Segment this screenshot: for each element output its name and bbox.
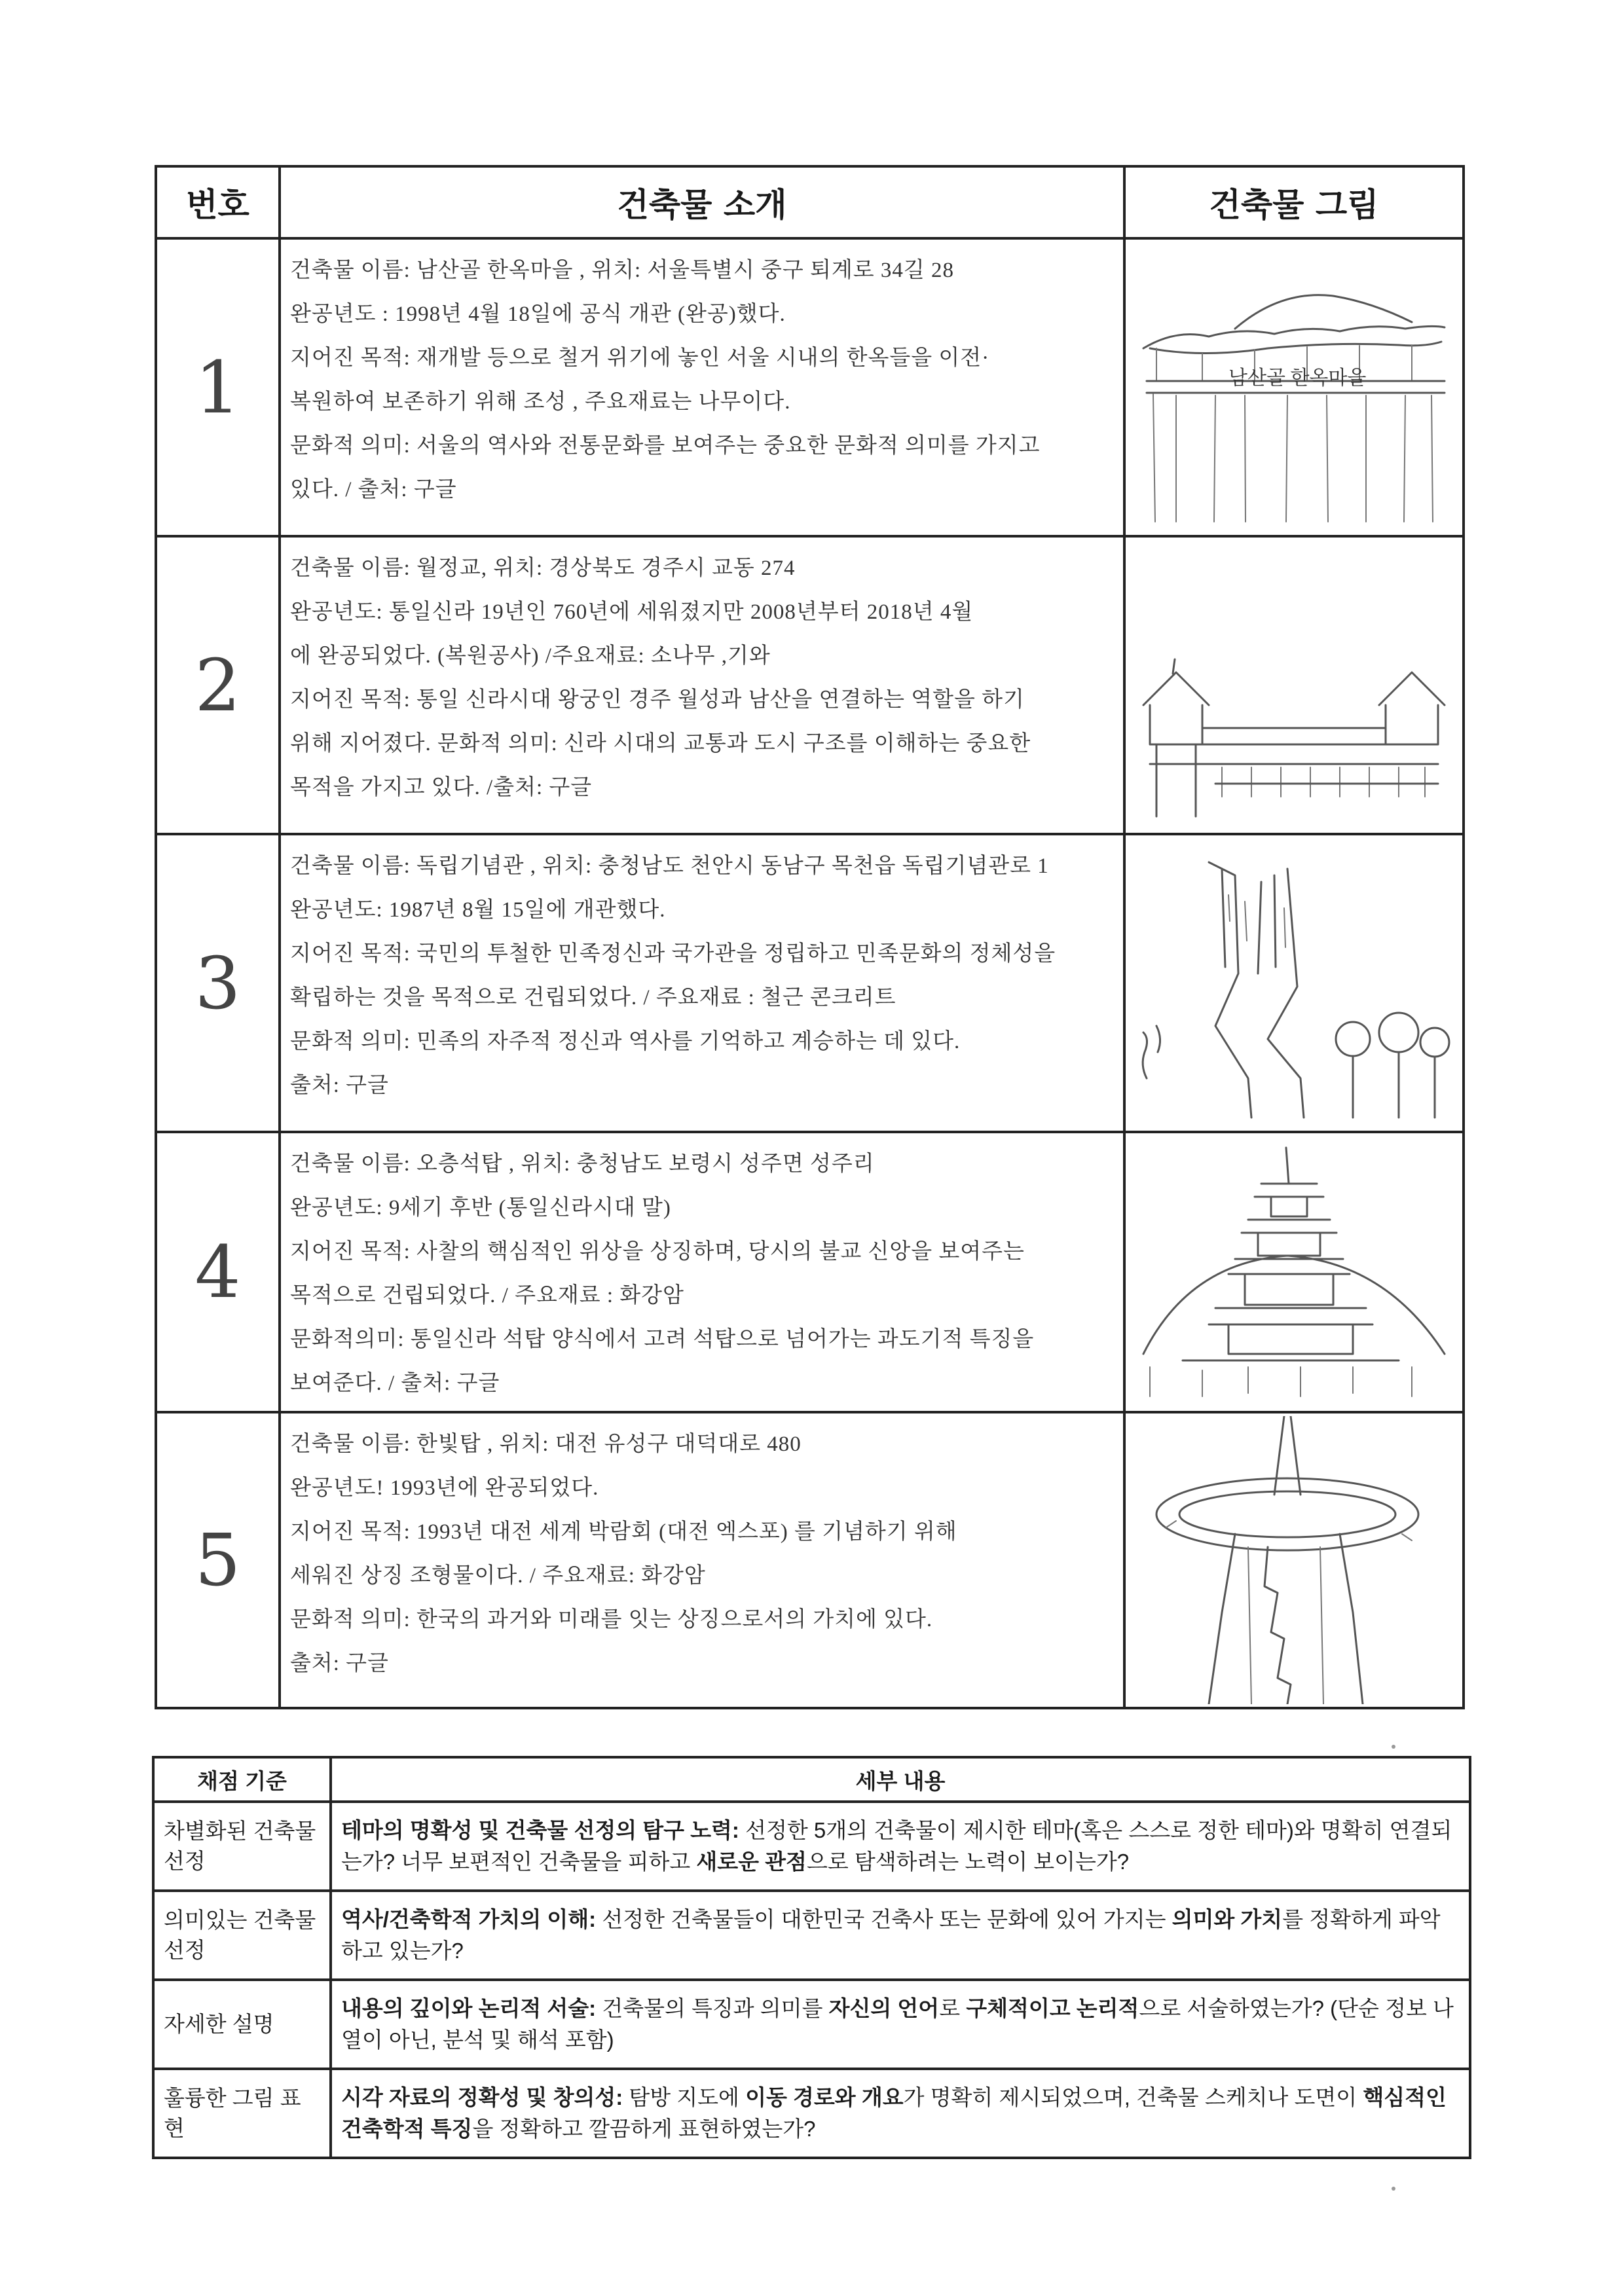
intro-line: 건축물 이름: 오층석탑 , 위치: 충청남도 보령시 성주면 성주리	[290, 1152, 875, 1176]
scan-speck	[1392, 2187, 1395, 2191]
detail-emphasis: 내용의 깊이와 논리적 서술:	[341, 1996, 597, 2020]
detail-text: 선정한 건축물들이 대한민국 건축사 또는 문화에 있어 가지는	[596, 1907, 1172, 1931]
intro-line: 문화적의미: 통일신라 석탑 양식에서 고려 석탑으로 넘어가는 과도기적 특징을	[290, 1328, 1035, 1351]
intro-line: 세워진 상징 조형물이다. / 주요재료: 화강암	[290, 1564, 706, 1588]
table-row	[156, 1412, 1464, 1708]
rubric-header-row	[153, 1757, 1470, 1802]
table-row	[156, 834, 1464, 1132]
intro-line: 건축물 이름: 월정교, 위치: 경상북도 경주시 교동 274	[290, 556, 796, 580]
table-row	[156, 536, 1464, 834]
detail-text: 탐방 지도에	[623, 2085, 746, 2109]
detail-emphasis: 이동 경로와 개요	[745, 2085, 904, 2109]
drawing-cell	[1124, 1412, 1464, 1708]
row-number: 1	[156, 238, 280, 536]
sketch-label: 남산골 한옥마을	[1228, 367, 1367, 389]
intro-line: 출처: 구글	[290, 1074, 389, 1097]
detail-cell	[331, 1802, 1470, 1891]
intro-line: 문화적 의미: 서울의 역사와 전통문화를 보여주는 중요한 문화적 의미를 가지고	[290, 434, 1041, 458]
rubric-row	[153, 2069, 1470, 2158]
header-criteria: 채점 기준	[153, 1757, 331, 1802]
intro-line: 지어진 목적: 사찰의 핵심적인 위상을 상징하며, 당시의 불교 신앙을 보여주는	[290, 1240, 1025, 1264]
intro-line: 건축물 이름: 남산골 한옥마을 , 위치: 서울특별시 중구 퇴계로 34길 28	[290, 259, 955, 282]
intro-line: 지어진 목적: 국민의 투철한 민족정신과 국가관을 정립하고 민족문화의 정체성을	[290, 942, 1056, 966]
detail-emphasis: 핵심적인 건축학적 특징	[341, 2085, 1447, 2141]
intro-line: 완공년도: 1987년 8월 15일에 개관했다.	[290, 898, 666, 922]
rubric-row	[153, 1980, 1470, 2069]
intro-cell	[280, 536, 1124, 834]
criteria-cell: 훌륭한 그림 표현	[153, 2069, 331, 2158]
header-intro: 건축물 소개	[280, 166, 1124, 238]
detail-emphasis: 시각 자료의 정확성 및 창의성:	[341, 2085, 623, 2109]
detail-cell	[331, 2069, 1470, 2158]
detail-emphasis: 역사/건축학적 가치의 이해:	[341, 1907, 597, 1931]
detail-emphasis: 테마의 명확성 및 건축물 선정의 탐구 노력:	[341, 1818, 739, 1842]
building-intro-table	[155, 165, 1465, 1709]
woljeonggyo-bridge-sketch	[1137, 548, 1451, 823]
criteria-cell: 의미있는 건축물 선정	[153, 1891, 331, 1980]
row-number: 5	[156, 1412, 280, 1708]
drawing-cell	[1124, 1132, 1464, 1412]
detail-text: 를 정확하게 파악하고 있는가?	[341, 1907, 1441, 1963]
drawing-cell	[1124, 238, 1464, 536]
row-number: 4	[156, 1132, 280, 1412]
drawing-cell	[1124, 536, 1464, 834]
detail-text: 선정한 5개의 건축물이 제시한 테마(혹은 스스로 정한 테마)와 명확히 연결되는가? 너무 보편적인 건축물을 피하고	[341, 1818, 1452, 1874]
detail-text: 로	[939, 1996, 967, 2020]
intro-line: 완공년도: 통일신라 19년인 760년에 세워졌지만 2008년부터 2018년 4월	[290, 600, 974, 624]
intro-line: 지어진 목적: 1993년 대전 세계 박람회 (대전 엑스포) 를 기념하기 위해	[290, 1520, 957, 1544]
intro-line: 보여준다. / 출처: 구글	[290, 1372, 500, 1395]
intro-line: 목적을 가지고 있다. /출처: 구글	[290, 776, 593, 799]
intro-line: 문화적 의미: 한국의 과거와 미래를 잇는 상징으로서의 가치에 있다.	[290, 1608, 933, 1631]
detail-emphasis: 자신의 언어	[828, 1996, 940, 2020]
intro-line: 위해 지어졌다. 문화적 의미: 신라 시대의 교통과 도시 구조를 이해하는 중요한	[290, 732, 1031, 756]
criteria-cell: 차별화된 건축물 선정	[153, 1802, 331, 1891]
table-row	[156, 1132, 1464, 1412]
five-story-pagoda-sketch	[1137, 1144, 1451, 1400]
intro-cell	[280, 834, 1124, 1132]
header-detail: 세부 내용	[331, 1757, 1470, 1802]
intro-line: 완공년도: 9세기 후반 (통일신라시대 말)	[290, 1196, 671, 1220]
detail-text: 가 명확히 제시되었으며, 건축물 스케치나 도면이	[903, 2085, 1363, 2109]
intro-line: 지어진 목적: 통일 신라시대 왕궁인 경주 월성과 남산을 연결하는 역할을 하기	[290, 688, 1025, 712]
detail-text: 건축물의 특징과 의미를	[596, 1996, 829, 2020]
intro-line: 복원하여 보존하기 위해 조성 , 주요재료는 나무이다.	[290, 390, 791, 414]
intro-line: 있다. / 출처: 구글	[290, 478, 457, 501]
rubric-row	[153, 1891, 1470, 1980]
grading-rubric-table	[152, 1756, 1471, 2159]
intro-cell	[280, 1412, 1124, 1708]
intro-line: 출처: 구글	[290, 1652, 389, 1675]
detail-text: 으로 탐색하려는 노력이 보이는가?	[806, 1850, 1130, 1874]
intro-line: 문화적 의미: 민족의 자주적 정신과 역사를 기억하고 계승하는 데 있다.	[290, 1030, 961, 1053]
detail-text: 을 정확하고 깔끔하게 표현하였는가?	[472, 2117, 816, 2141]
intro-line: 에 완공되었다. (복원공사) /주요재료: 소나무 ,기와	[290, 644, 771, 668]
drawing-cell	[1124, 834, 1464, 1132]
header-number: 번호	[156, 166, 280, 238]
table-row	[156, 238, 1464, 536]
detail-cell	[331, 1891, 1470, 1980]
intro-cell	[280, 1132, 1124, 1412]
intro-line: 완공년도 : 1998년 4월 18일에 공식 개관 (완공)했다.	[290, 302, 786, 326]
intro-line: 지어진 목적: 재개발 등으로 철거 위기에 놓인 서울 시내의 한옥들을 이전·	[290, 346, 990, 370]
hanbit-tower-sketch	[1137, 1416, 1451, 1704]
intro-line: 건축물 이름: 독립기념관 , 위치: 충청남도 천안시 동남구 목천읍 독립기념관로 1	[290, 854, 1049, 878]
independence-hall-sketch	[1137, 843, 1451, 1124]
detail-emphasis: 의미와 가치	[1172, 1907, 1283, 1931]
detail-emphasis: 새로운 관점	[696, 1850, 807, 1874]
detail-emphasis: 구체적이고 논리적	[966, 1996, 1139, 2020]
header-drawing: 건축물 그림	[1124, 166, 1464, 238]
intro-line: 완공년도! 1993년에 완공되었다.	[290, 1476, 599, 1500]
hanok-village-sketch	[1137, 250, 1451, 525]
intro-line: 확립하는 것을 목적으로 건립되었다. / 주요재료 : 철근 콘크리트	[290, 986, 896, 1010]
criteria-cell: 자세한 설명	[153, 1980, 331, 2069]
header-row	[156, 166, 1464, 238]
row-number: 2	[156, 536, 280, 834]
detail-text: 으로 서술하였는가? (단순 정보 나열이 아닌, 분석 및 해석 포함)	[341, 1996, 1454, 2052]
row-number: 3	[156, 834, 280, 1132]
intro-cell	[280, 238, 1124, 536]
intro-line: 목적으로 건립되었다. / 주요재료 : 화강암	[290, 1284, 684, 1307]
rubric-row	[153, 1802, 1470, 1891]
detail-cell	[331, 1980, 1470, 2069]
intro-line: 건축물 이름: 한빛탑 , 위치: 대전 유성구 대덕대로 480	[290, 1432, 802, 1456]
scan-speck	[1392, 1745, 1395, 1749]
